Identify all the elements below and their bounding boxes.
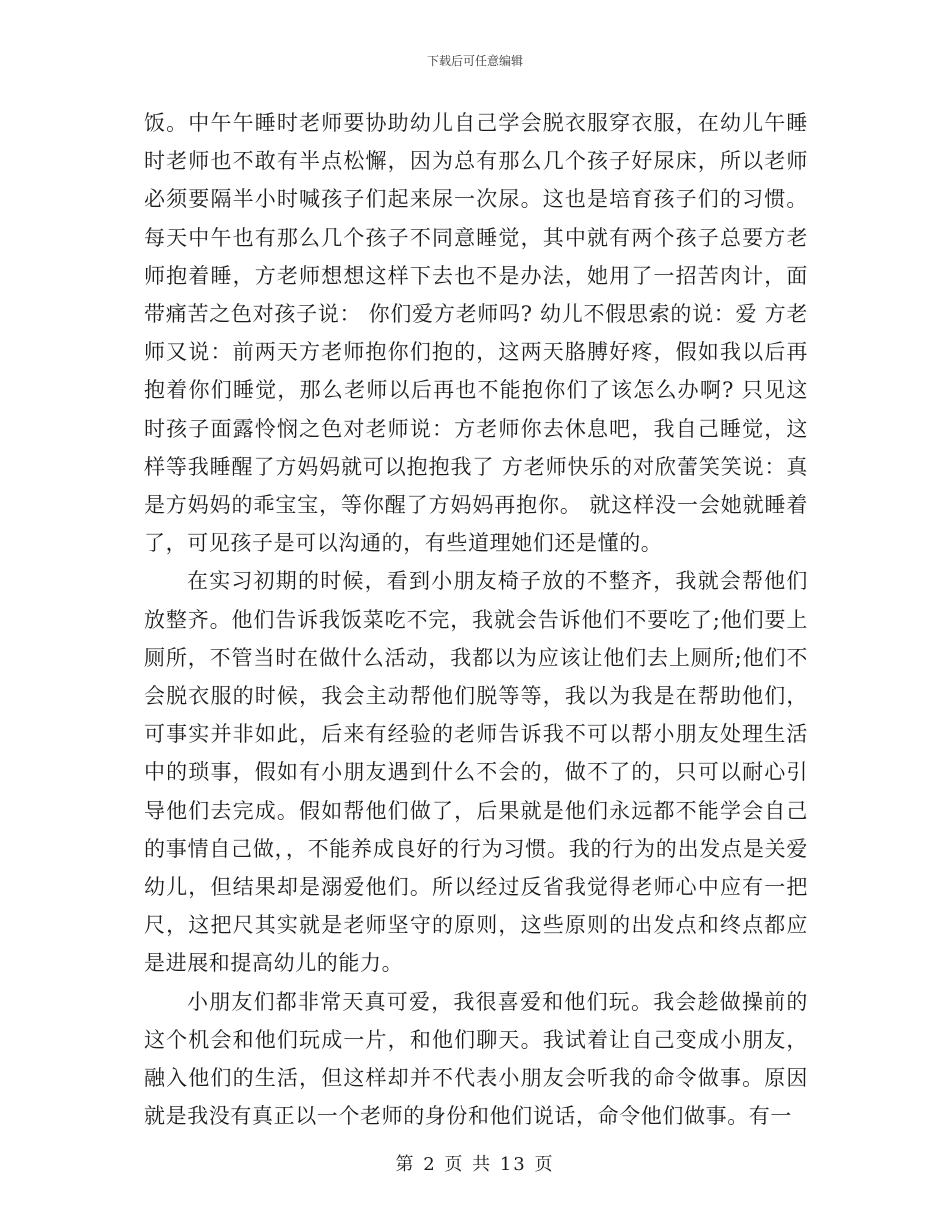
document-body: [144, 104, 808, 1135]
paragraph-2: 在实习初期的时候，看到小朋友椅子放的不整齐，我就会帮他们放整齐。他们告诉我饭菜吃不完，我就会告诉他们不要吃了;他们要上厕所，不管当时在做什么活动，我都以为应该让他们去上厕所;他们不会脱衣服的时候，我会主动帮他们脱等等，我以为我是在帮助他们，可事实并非如此，后来有经验的老师告诉我不可以帮小朋友处理生活中的琐事，假如有小朋友遇到什么不会的，做不了的，只可以耐心引导他们去完成。假如帮他们做了，后果就是他们永远都不能学会自己的事情自己做，，不能养成良好的行为习惯。我的行为的出发点是关爱幼儿，但结果却是溺爱他们。所以经过反省我觉得老师心中应有一把尺，这把尺其实就是老师坚守的原则，这些原则的出发点和终点都应是进展和提高幼儿的能力。: [144, 569, 808, 976]
paragraph-1: 饭。中午午睡时老师要协助幼儿自己学会脱衣服穿衣服，在幼儿午睡时老师也不敢有半点松懈，因为总有那么几个孩子好尿床，所以老师必须要隔半小时喊孩子们起来尿一次尿。这也是培育孩子们的习惯。每天中午也有那么几个孩子不同意睡觉，其中就有两个孩子总要方老师抱着睡，方老师想想这样下去也不是办法，她用了一招苦肉计，面带痛苦之色对孩子说： 你们爱方老师吗? 幼儿不假思索的说：爱 方老师又说：前两天方老师抱你们抱的，这两天胳膊好疼，假如我以后再抱着你们睡觉，那么老师以后再也不能抱你们了该怎么办啊? 只见这时孩子面露怜悯之色对老师说：方老师你去休息吧，我自己睡觉，这样等我睡醒了方妈妈就可以抱抱我了 方老师快乐的对欣蕾笑笑说：真是方妈妈的乖宝宝，等你醒了方妈妈再抱你。 就这样没一会她就睡着了，可见孩子是可以沟通的，有些道理她们还是懂的。: [144, 111, 808, 556]
paragraph-3: 小朋友们都非常天真可爱，我很喜爱和他们玩。我会趁做操前的这个机会和他们玩成一片，和他们聊天。我试着让自己变成小朋友，融入他们的生活，但这样却并不代表小朋友会听我的命令做事。原因就是我没有真正以一个老师的身份和他们说话，命令他们做事。有一: [144, 989, 808, 1129]
page-number-footer: 第 2 页 共 13 页: [395, 1154, 555, 1175]
page-header: 下载后可任意编辑: [426, 54, 523, 68]
